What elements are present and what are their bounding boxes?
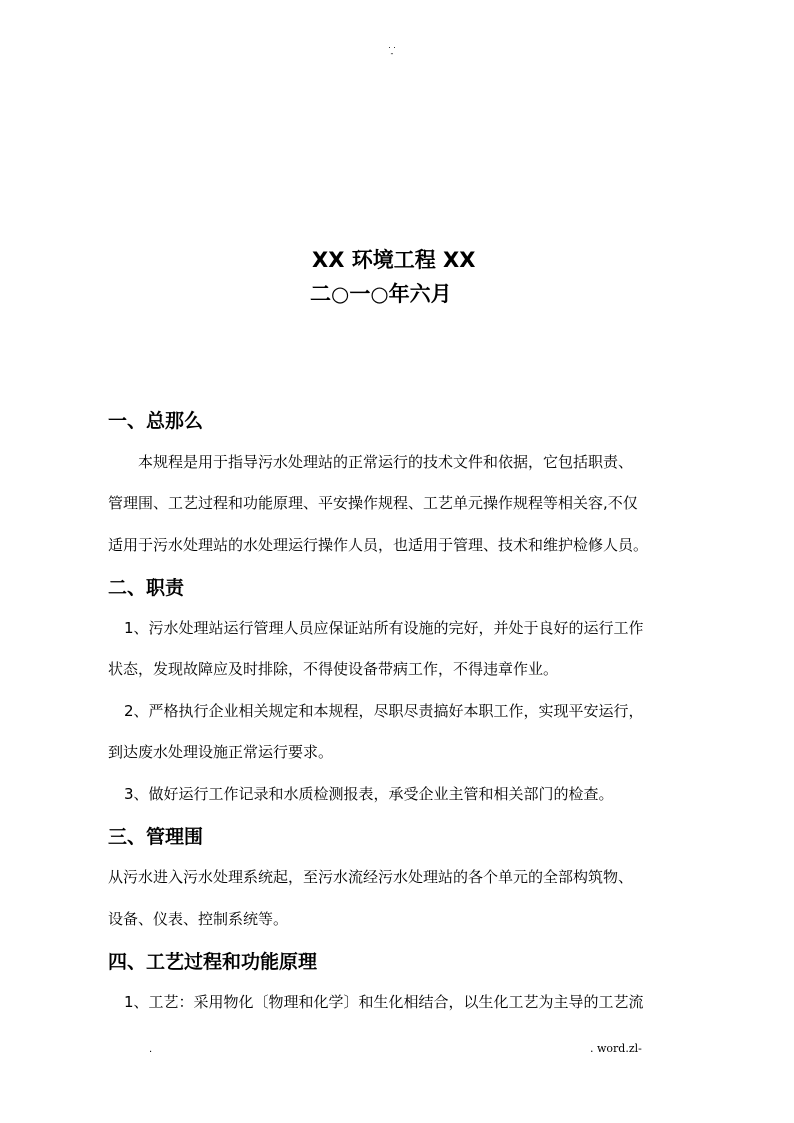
footer-source: . word.zl- <box>590 1042 642 1055</box>
paragraph-line: 管理围、工艺过程和功能原理、平安操作规程、工艺单元操作规程等相关容,不仅 <box>108 494 638 512</box>
paragraph-line: 到达废水处理设施正常运行要求。 <box>108 743 334 761</box>
footer-left-mark: . <box>149 1044 153 1055</box>
paragraph-line: 适用于污水处理站的水处理运行操作人员，也适用于管理、技术和维护检修人员。 <box>108 536 649 554</box>
section-heading-general: 一、总那么 <box>108 410 204 432</box>
header-dash: - <box>390 49 394 58</box>
section-heading-duties: 二、职责 <box>108 577 185 599</box>
document-title: XX 环境工程 XX <box>312 248 476 272</box>
paragraph-line: 1、污水处理站运行管理人员应保证站所有设施的完好，并处于良好的运行工作 <box>124 619 644 637</box>
paragraph-line: 本规程是用于指导污水处理站的正常运行的技术文件和依据，它包括职责、 <box>138 453 634 471</box>
paragraph-line: 设备、仪表、控制系统等。 <box>108 910 289 928</box>
section-heading-scope: 三、管理围 <box>108 826 204 848</box>
header-dots: . . <box>388 41 396 50</box>
paragraph-line: 2、严格执行企业相关规定和本规程，尽职尽责搞好本职工作，实现平安运行， <box>124 702 644 720</box>
paragraph-line: 从污水进入污水处理系统起，至污水流经污水处理站的各个单元的全部构筑物、 <box>108 868 634 886</box>
paragraph-line: 状态，发现故障应及时排除，不得使设备带病工作，不得违章作业。 <box>108 660 559 678</box>
paragraph-line: 3、做好运行工作记录和水质检测报表，承受企业主管和相关部门的检查。 <box>124 785 614 803</box>
section-heading-process: 四、工艺过程和功能原理 <box>108 951 318 973</box>
paragraph-line: 1、工艺：采用物化〔物理和化学〕和生化相结合，以生化工艺为主导的工艺流 <box>124 993 644 1011</box>
document-date: 二○一○年六月 <box>310 282 452 306</box>
header-mark <box>384 42 400 58</box>
